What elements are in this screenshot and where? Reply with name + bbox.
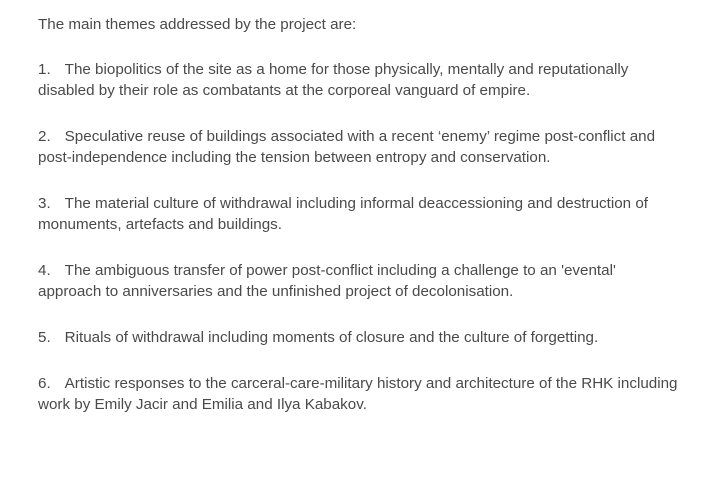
themes-section bbox=[38, 14, 678, 440]
theme-text: Speculative reuse of buildings associated with a recent ‘enemy’ regime post-conflict and post-independence including the tension between entropy and conservation. bbox=[38, 128, 656, 166]
theme-item-5 bbox=[38, 327, 678, 348]
theme-item-1 bbox=[38, 59, 678, 101]
intro-text: The main themes addressed by the project are: bbox=[38, 16, 357, 33]
theme-number: 5. bbox=[38, 329, 51, 346]
theme-text: The material culture of withdrawal including informal deaccessioning and destruction of monuments, artefacts and buildings. bbox=[38, 195, 649, 233]
theme-number: 4. bbox=[38, 262, 51, 279]
theme-text: The ambiguous transfer of power post-conflict including a challenge to an 'evental' approach to anniversaries and the unfinished project of decolonisation. bbox=[38, 262, 616, 300]
theme-item-4 bbox=[38, 260, 678, 302]
theme-number: 6. bbox=[38, 375, 51, 392]
theme-number: 2. bbox=[38, 128, 51, 145]
theme-number: 3. bbox=[38, 195, 51, 212]
theme-number: 1. bbox=[38, 61, 51, 78]
theme-item-3 bbox=[38, 193, 678, 235]
theme-text: The biopolitics of the site as a home for those physically, mentally and reputationally disabled by their role as combatants at the corporeal vanguard of empire. bbox=[38, 61, 629, 99]
theme-item-6 bbox=[38, 373, 678, 415]
theme-item-2 bbox=[38, 126, 678, 168]
theme-text: Artistic responses to the carceral-care-military history and architecture of the RHK including work by Emily Jacir and Emilia and Ilya Kabakov. bbox=[38, 375, 678, 413]
theme-text: Rituals of withdrawal including moments of closure and the culture of forgetting. bbox=[64, 329, 599, 346]
